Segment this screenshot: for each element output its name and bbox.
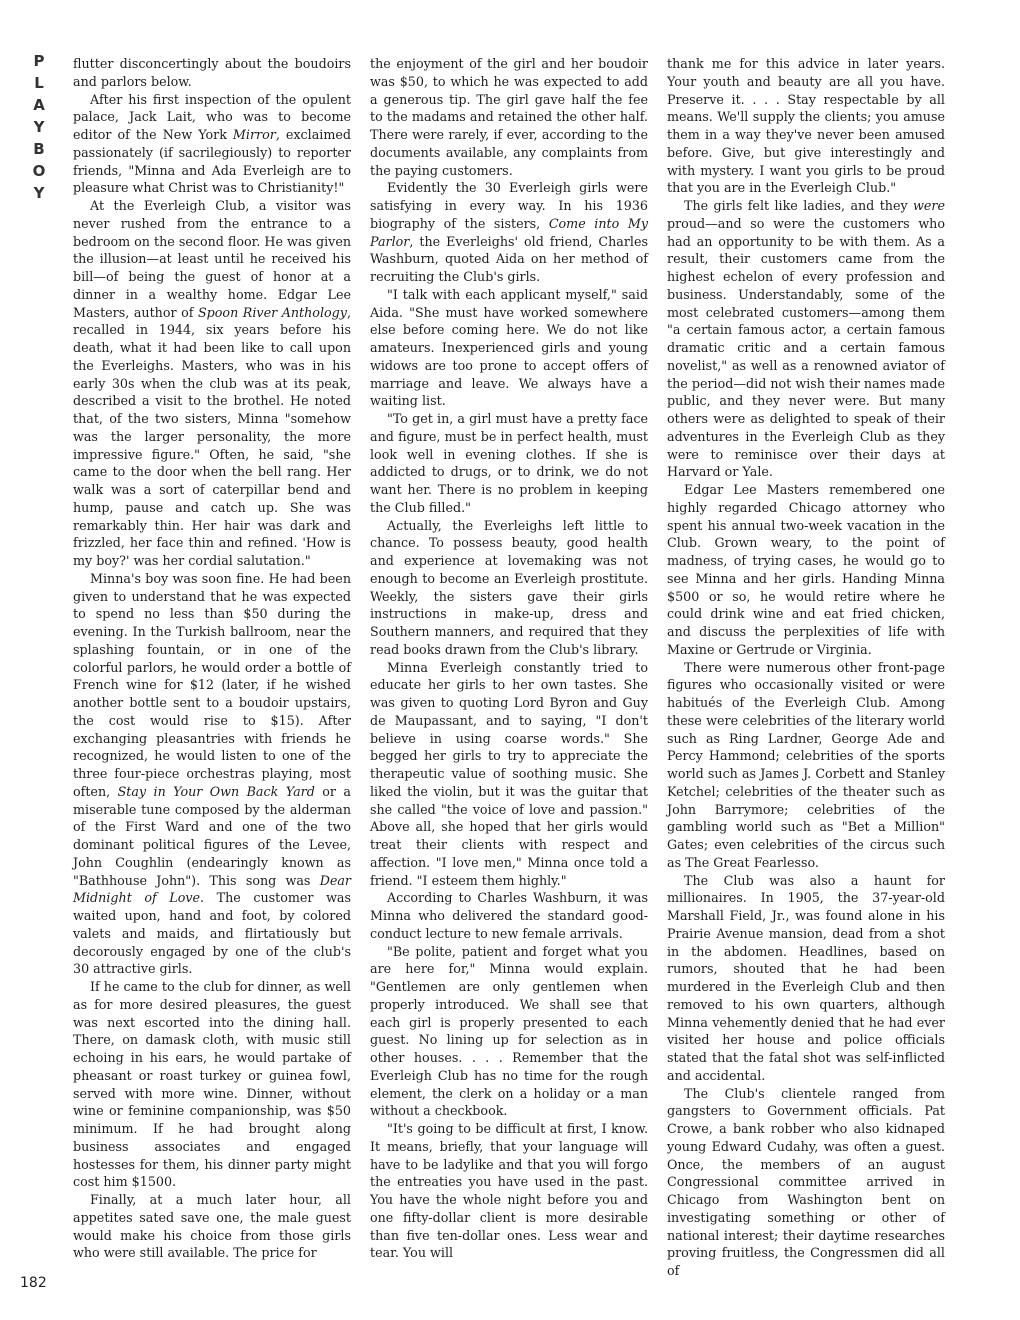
- paragraph: thank me for this advice in later years. Your youth and beauty are all you have. Preserve it. . . . Stay respectable by all means. We'll supply the clients; you amuse them in a way they've never been amused before. Give, but give interestingly and with mystery. I want you girls to be proud that you are in the Everleigh Club.": [667, 56, 945, 196]
- paragraph: The Club was also a haunt for millionaires. In 1905, the 37-year-old Marshall Field, Jr., was found alone in his Prairie Avenue mansion, dead from a shot in the abdomen. Headlines, based on rumors, shouted that he had been murdered in the Everleigh Club and then removed to his own quarters, although Minna vehemently denied that he had ever visited her house and police officials stated that the fatal shot was self-inflicted and accidental.: [667, 872, 945, 1083]
- paragraph: There were numerous other front-page figures who occasionally visited or were habitués of the Everleigh Club. Among these were celebrities of the literary world such as Ring Lardner, George Ade and Percy Hammond; celebrities of the sports world such as James J. Corbett and Stanley Ketchel; celebrities of the theater such as John Barrymore; celebrities of the gambling world such as "Bet a Million" Gates; even celebrities of the circus such as The Great Fearlesso.: [667, 659, 945, 870]
- masthead-letter: L: [34, 74, 44, 92]
- page-number: 182: [20, 1275, 47, 1291]
- paragraph: "To get in, a girl must have a pretty face and figure, must be in perfect health, must look well in evening clothes. If she is addicted to drugs, or to drink, we do not want her. There is no problem in keeping the Club filled.": [370, 411, 648, 515]
- paragraph: Evidently the 30 Everleigh girls were satisfying in every way. In his 1936 biography of the sisters, Come into My Parlor, the Everleighs' old friend, Charles Washburn, quoted Aida on her method of recruiting the Club's girls.: [370, 180, 649, 284]
- paragraph: Minna Everleigh constantly tried to educate her girls to her own tastes. She was given to quoting Lord Byron and Guy de Maupassant, and to saying, "I don't believe in using coarse words." She begged her girls to try to appreciate the therapeutic value of soothing music. She liked the violin, but it was the guitar that she called "the voice of love and passion." Above all, she hoped that her girls would treat their clients with respect and affection. "I love men," Minna once told a friend. "I esteem them highly.": [370, 659, 648, 888]
- paragraph: According to Charles Washburn, it was Minna who delivered the standard good-conduct lecture to new female arrivals.: [370, 890, 648, 941]
- masthead-letter: Y: [33, 184, 45, 202]
- paragraph: If he came to the club for dinner, as well as for more desired pleasures, the guest was next escorted into the dining hall. There, on damask cloth, with music still echoing in his ears, he would partake of pheasant or roast turkey or guinea fowl, served with more wine. Dinner, without wine or feminine companionship, was $50 minimum. If he had brought along business associates and engaged hostesses for them, his dinner party might cost him $1500.: [73, 979, 351, 1190]
- paragraph: At the Everleigh Club, a visitor was never rushed from the entrance to a bedroom on the second floor. He was given the illusion—at least until he received his bill—of being the guest of honor at a dinner in a wealthy home. Edgar Lee Masters, author of Spoon River Anthology, recalled in 1944, six years before his death, what it had been like to call upon the Everleighs. Masters, who was in his early 30s when the club was at its peak, described a visit to the brothel. He noted that, of the two sisters, Minna "somehow was the larger personality, the more impressive figure." Often, he said, "she came to the door when the bell rang. Her walk was a sort of caterpillar bend and hump, pause and catch up. She was remarkably thin. Her hair was dark and frizzled, her face thin and refined. 'How is my boy?' was her cordial salutation.": [73, 198, 351, 568]
- text-column-1: [73, 55, 351, 1262]
- masthead-letter: B: [33, 140, 45, 158]
- paragraph: "I talk with each applicant myself," said Aida. "She must have worked somewhere else before coming here. We do not like amateurs. Inexperienced girls and young widows are too prone to accept offers of marriage and leave. We always have a waiting list.: [370, 286, 648, 409]
- paragraph: Edgar Lee Masters remembered one highly regarded Chicago attorney who spent his annual two-week vacation in the Club. Grown weary, to the point of madness, of trying cases, he would go to see Minna and her girls. Handing Minna $500 or so, he would retire where he could drink wine and eat fried chicken, and discuss the perplexities of life with Maxine or Gertrude or Virginia.: [667, 482, 945, 657]
- masthead-letter: A: [33, 96, 45, 114]
- paragraph: "Be polite, patient and forget what you are here for," Minna would explain. "Gentlemen are only gentlemen when properly introduced. We shall see that each girl is properly presented to each guest. No lining up for selection as in other houses. . . . Remember that the Everleigh Club has no time for the rough element, the clerk on a holiday or a man without a checkbook.: [370, 943, 648, 1119]
- text-column-3: [667, 55, 945, 1280]
- paragraph: The Club's clientele ranged from gangsters to Government officials. Pat Crowe, a bank robber who also kidnaped young Edward Cudahy, was often a guest. Once, the members of an august Congressional committee arrived in Chicago from Washington bent on investigating something or other of national interest; their daytime researches proving fruitless, the Congressmen did all of: [667, 1085, 945, 1278]
- paragraph: The girls felt like ladies, and they were proud—and so were the customers who had an opportunity to be with them. As a result, their customers came from the highest echelon of every profession and business. Understandably, some of the most celebrated customers—among them "a certain famous actor, a certain famous dramatic critic and a certain famous novelist," as well as a renowned aviator of the period—did not wish their names made public, and they never were. But many others were as delighted to speak of their adventures in the Everleigh Club as they were to reminisce over their days at Harvard or Yale.: [667, 198, 945, 480]
- paragraph: Actually, the Everleighs left little to chance. To possess beauty, good health and experience at lovemaking was not enough to become an Everleigh prostitute. Weekly, the sisters gave their girls instructions in make-up, dress and Southern manners, and required that they read books drawn from the Club's library.: [370, 517, 648, 657]
- paragraph: Finally, at a much later hour, all appetites sated save one, the male guest would make his choice from those girls who were still available. The price for: [73, 1192, 351, 1261]
- masthead-letter: Y: [33, 118, 45, 136]
- paragraph: Minna's boy was soon fine. He had been given to understand that he was expected to spend no less than $50 during the evening. In the Turkish ballroom, near the splashing fountain, or in one of the colorful parlors, he would order a bottle of French wine for $12 (later, if he wished another bottle sent to a boudoir upstairs, the cost would rise to $15). After exchanging pleasantries with friends he recognized, he would listen to one of the three four-piece orchestras playing, most often, Stay in Your Own Back Yard or a miserable tune composed by the alderman of the First Ward and one of the two dominant political figures of the Levee, John Coughlin (endearingly known as "Bathhouse John"). This song was Dear Midnight of Love. The customer was waited upon, hand and foot, by colored valets and maids, and flirtatiously but decorously engaged by one of the club's 30 attractive girls.: [73, 570, 352, 977]
- text-column-2: [370, 55, 648, 1262]
- masthead-logo: [28, 50, 50, 204]
- masthead-letter: P: [33, 52, 45, 70]
- paragraph: the enjoyment of the girl and her boudoir was $50, to which he was expected to add a generous tip. The girl gave half the fee to the madams and retained the other half. There were rarely, if ever, according to the documents available, any complaints from the paying customers.: [370, 56, 648, 178]
- paragraph: flutter disconcertingly about the boudoirs and parlors below.: [73, 56, 351, 89]
- masthead-letter: O: [32, 162, 46, 180]
- paragraph: "It's going to be difficult at first, I know. It means, briefly, that your language will have to be ladylike and that you will forgo the entreaties you have used in the past. You have the whole night before you and one fifty-dollar client is more desirable than five ten-dollar ones. Less wear and tear. You will: [370, 1121, 648, 1261]
- paragraph: After his first inspection of the opulent palace, Jack Lait, who was to become editor of the New York Mirror, exclaimed passionately (if sacrilegiously) to reporter friends, "Minna and Ada Everleigh are to pleasure what Christ was to Christianity!": [73, 91, 351, 196]
